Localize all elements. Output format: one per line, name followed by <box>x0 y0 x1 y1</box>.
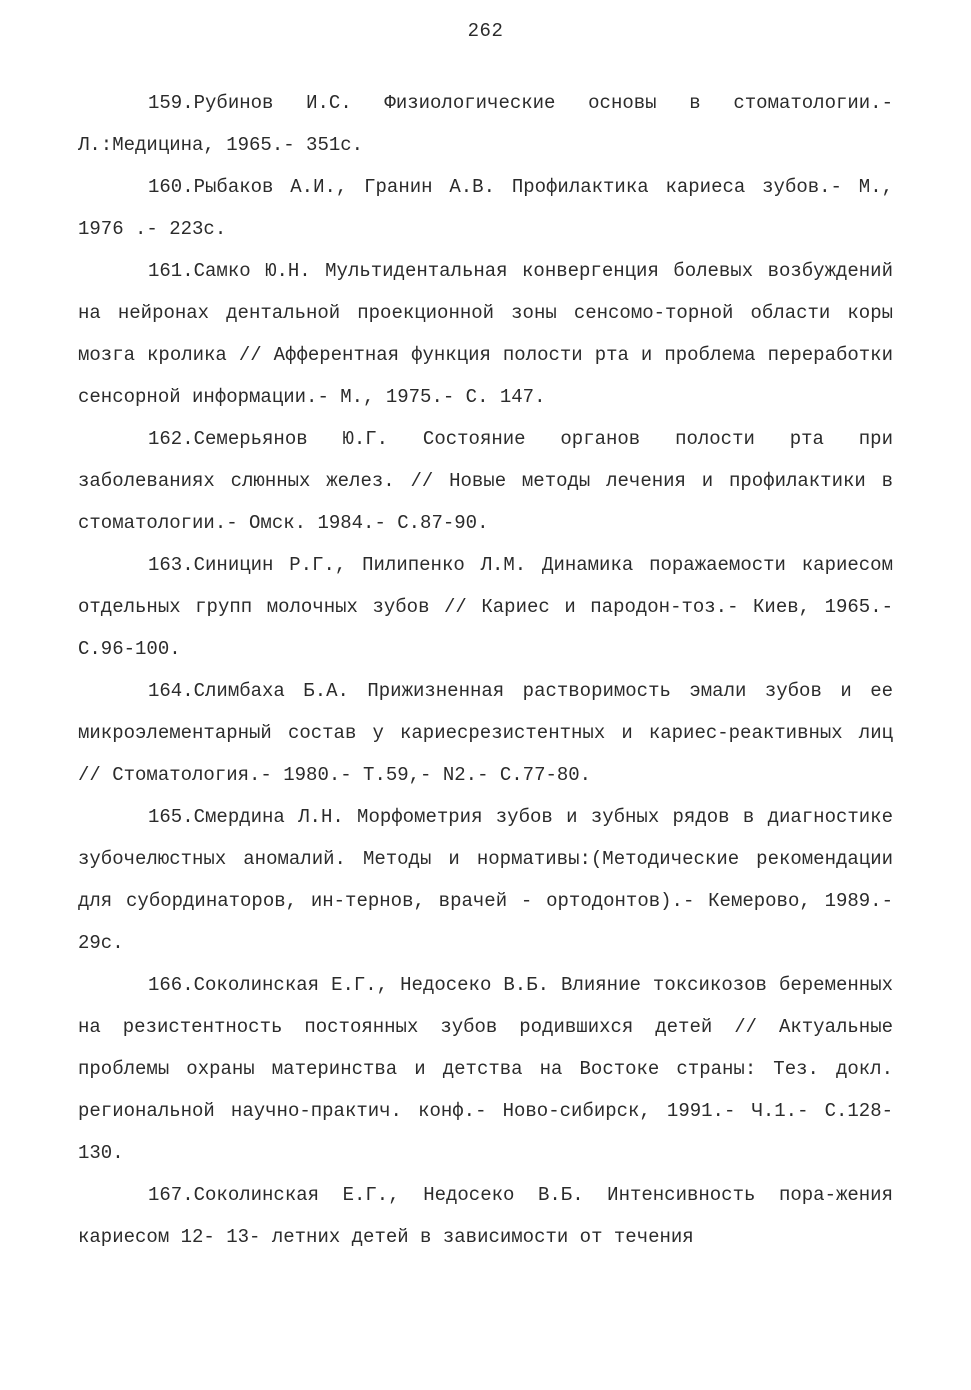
reference-text: Синицин Р.Г., Пилипенко Л.М. Динамика поражаемости кариесом отдельных групп молочных зубов // Кариес и пародон-тоз.- Киев, 1965.- С.96-100. <box>78 554 893 660</box>
reference-number: 161. <box>148 260 194 282</box>
reference-text: Смердина Л.Н. Морфометрия зубов и зубных рядов в диагностике зубочелюстных аномалий. Методы и нормативы:(Методические рекомендации для субординаторов, ин-тернов, врачей - ортодонтов).- Кемерово, 1989.- 29с. <box>78 806 893 954</box>
reference-number: 159. <box>148 92 194 114</box>
reference-item <box>78 964 893 1174</box>
reference-item <box>78 796 893 964</box>
reference-text: Соколинская Е.Г., Недосеко В.Б. Влияние токсикозов беременных на резистентность постоянных зубов родившихся детей // Актуальные проблемы охраны материнства и детства на Востоке страны: Тез. докл. региональной научно-практич. конф.- Ново-сибирск, 1991.- Ч.1.- С.128-130. <box>78 974 893 1164</box>
reference-number: 160. <box>148 176 194 198</box>
reference-item <box>78 250 893 418</box>
reference-number: 167. <box>148 1184 194 1206</box>
reference-number: 165. <box>148 806 194 828</box>
reference-text: Самко Ю.Н. Мультидентальная конвергенция болевых возбуждений на нейронах дентальной проекционной зоны сенсомо-торной области коры мозга кролика // Афферентная функция полости рта и проблема переработки сенсорной информации.- М., 1975.- С. 147. <box>78 260 893 408</box>
reference-text: Рубинов И.С. Физиологические основы в стоматологии.- Л.:Медицина, 1965.- 351с. <box>78 92 893 156</box>
reference-item <box>78 166 893 250</box>
reference-number: 166. <box>148 974 194 996</box>
page-number: 262 <box>467 20 504 42</box>
reference-text: Соколинская Е.Г., Недосеко В.Б. Интенсивность пора-жения кариесом 12- 13- летних детей в зависимости от течения <box>78 1184 893 1248</box>
reference-text: Слимбаха Б.А. Прижизненная растворимость эмали зубов и ее микроэлементарный состав у кариесрезистентных и кариес-реактивных лиц // Стоматология.- 1980.- Т.59,- N2.- С.77-80. <box>78 680 893 786</box>
reference-item <box>78 670 893 796</box>
reference-item <box>78 82 893 166</box>
reference-number: 162. <box>148 428 194 450</box>
reference-text: Рыбаков А.И., Гранин А.В. Профилактика кариеса зубов.- М., 1976 .- 223с. <box>78 176 893 240</box>
reference-number: 164. <box>148 680 194 702</box>
reference-item <box>78 544 893 670</box>
reference-number: 163. <box>148 554 194 576</box>
reference-text: Семерьянов Ю.Г. Состояние органов полости рта при заболеваниях слюнных желез. // Новые методы лечения и профилактики в стоматологии.- Омск. 1984.- С.87-90. <box>78 428 893 534</box>
reference-item <box>78 1174 893 1258</box>
reference-item <box>78 418 893 544</box>
reference-list <box>78 82 893 1258</box>
